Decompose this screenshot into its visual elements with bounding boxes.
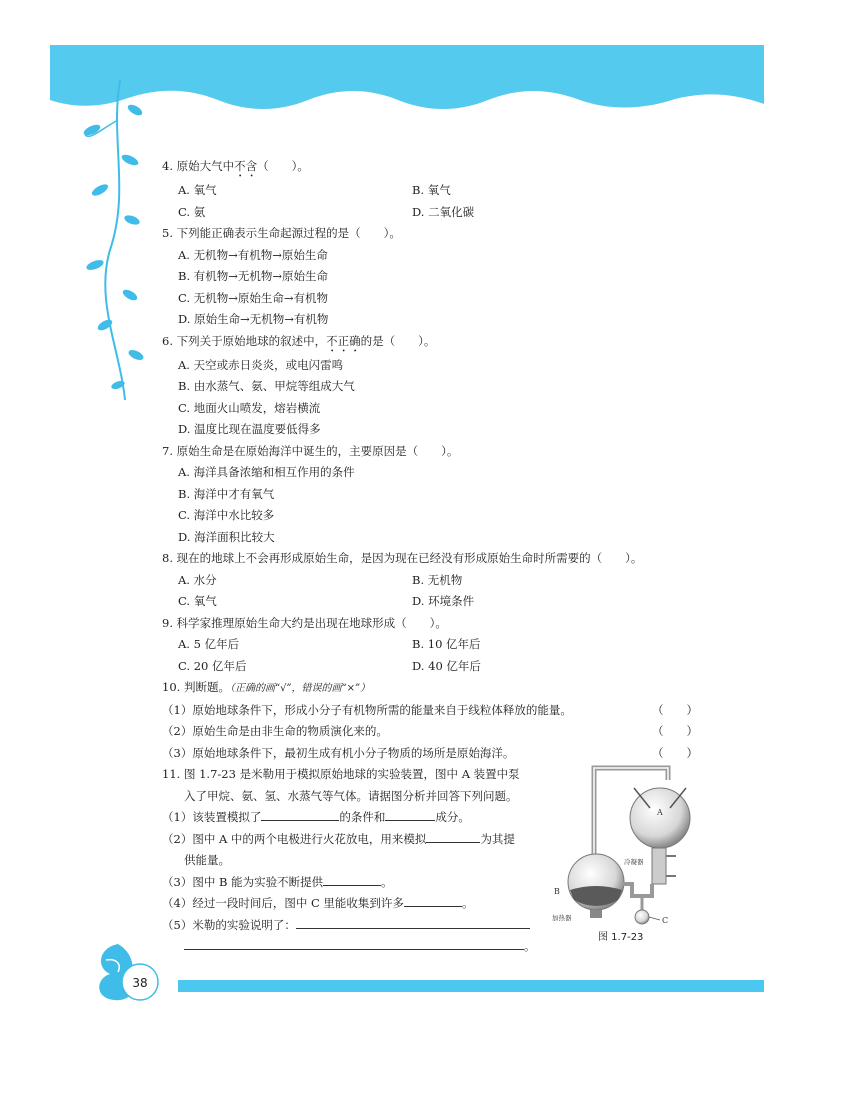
- question-8-options-row1: [162, 570, 702, 592]
- label-a: A: [657, 808, 663, 817]
- question-11-stem-line1: 11. 图 1.7-23 是米勒用于模拟原始地球的实验装置，图中 A 装置中泵: [162, 767, 520, 781]
- page-number: 38: [132, 976, 148, 990]
- judge-item-1: （1）原始地球条件下，形成小分子有机物所需的能量来自于线粒体释放的能量。 （ ）: [162, 700, 702, 722]
- question-4-options-row2: [162, 202, 702, 224]
- option-d[interactable]: D. 海洋面积比较大: [178, 529, 275, 544]
- option-a[interactable]: A. 海洋具备浓缩和相互作用的条件: [178, 465, 355, 479]
- answer-blank[interactable]: [296, 916, 530, 929]
- condenser-label: 冷凝器: [624, 858, 644, 866]
- option-d[interactable]: D. 二氧化碳: [412, 204, 475, 219]
- option-b[interactable]: B. 海洋中才有氧气: [178, 486, 275, 501]
- option-d[interactable]: D. 40 亿年后: [412, 658, 481, 673]
- question-4-options-row1: [162, 180, 702, 202]
- option-a[interactable]: A. 无机物→有机物→原始生命: [178, 247, 328, 262]
- heater-label: 加热器: [552, 914, 572, 922]
- answer-paren[interactable]: （ ）: [652, 724, 698, 738]
- figure-caption: 图 1.7-23: [598, 932, 644, 943]
- label-b: B: [554, 887, 560, 896]
- option-a[interactable]: A. 氧气: [178, 183, 217, 197]
- question-8-options-row2: [162, 591, 702, 613]
- question-6-stem: 6. 下列关于原始地球的叙述中，不正确的是（ ）。: [162, 333, 436, 348]
- question-9-options-row1: [162, 634, 702, 656]
- option-a[interactable]: A. 水分: [178, 572, 217, 587]
- question-11: [162, 764, 542, 958]
- question-11-sub5-cont: 。: [162, 936, 542, 958]
- question-7-stem: 7. 原始生命是在原始海洋中诞生的，主要原因是（ ）。: [162, 443, 459, 458]
- question-11-sub3: （3）图中 B 能为实验不断提供 。: [162, 874, 393, 889]
- question-8-stem: 8. 现在的地球上不会再形成原始生命，是因为现在已经没有形成原始生命时所需要的（ ）。: [162, 551, 643, 565]
- answer-paren[interactable]: （ ）: [652, 702, 698, 717]
- option-c[interactable]: C. 海洋中水比较多: [178, 508, 275, 522]
- question-11-sub5: （5）米勒的实验说明了：: [162, 915, 542, 937]
- answer-blank[interactable]: [385, 808, 435, 821]
- option-d[interactable]: D. 温度比现在温度要低得多: [178, 422, 321, 436]
- option-c[interactable]: C. 20 亿年后: [178, 658, 247, 673]
- vine-decoration: [70, 80, 170, 410]
- question-11-sub2: （2）图中 A 中的两个电极进行火花放电，用来模拟 为其提: [162, 831, 515, 846]
- option-a[interactable]: A. 天空或赤日炎炎，或电闪雷鸣: [178, 357, 344, 372]
- option-b[interactable]: B. 由水蒸气、氨、甲烷等组成大气: [178, 379, 355, 393]
- question-11-stem-line2: 入了甲烷、氨、氢、水蒸气等气体。请据图分析并回答下列问题。: [184, 788, 518, 803]
- option-b[interactable]: B. 氧气: [412, 183, 451, 197]
- option-c[interactable]: C. 氧气: [178, 594, 217, 608]
- judge-item-2: （2）原始生命是由非生命的物质演化来的。 （ ）: [162, 721, 702, 743]
- footer-bar: [178, 980, 764, 992]
- answer-blank[interactable]: [323, 873, 381, 886]
- miller-apparatus-figure: [552, 760, 704, 940]
- question-4-stem: 4. 原始大气中不含（ ）。: [162, 159, 309, 173]
- question-11-sub1: （1）该装置模拟了 的条件和 成分。: [162, 810, 470, 824]
- option-d[interactable]: D. 环境条件: [412, 594, 475, 608]
- question-10-stem: 10. 判断题。（正确的画“√”，错误的画“×”）: [162, 680, 371, 694]
- option-d[interactable]: D. 原始生命→无机物→有机物: [178, 312, 329, 326]
- question-5-stem: 5. 下列能正确表示生命起源过程的是（ ）。: [162, 226, 401, 240]
- answer-blank[interactable]: [261, 808, 339, 821]
- judge-item-3: （3）原始地球条件下，最初生成有机小分子物质的场所是原始海洋。 （ ）: [162, 743, 702, 765]
- option-c[interactable]: C. 氨: [178, 204, 206, 219]
- option-c[interactable]: C. 无机物→原始生命→有机物: [178, 290, 328, 305]
- question-11-sub4: （4）经过一段时间后，图中 C 里能收集到许多 。: [162, 896, 474, 910]
- option-b[interactable]: B. 10 亿年后: [412, 637, 481, 651]
- question-11-sub2-cont: 供能量。: [184, 853, 230, 867]
- answer-blank[interactable]: [184, 937, 524, 950]
- label-c: C: [662, 916, 669, 925]
- option-b[interactable]: B. 有机物→无机物→原始生命: [178, 269, 329, 283]
- option-b[interactable]: B. 无机物: [412, 572, 463, 587]
- answer-blank[interactable]: [404, 894, 462, 907]
- option-c[interactable]: C. 地面火山喷发，熔岩横流: [178, 400, 321, 415]
- question-9-options-row2: [162, 656, 702, 678]
- option-a[interactable]: A. 5 亿年后: [178, 637, 240, 651]
- answer-blank[interactable]: [426, 830, 480, 843]
- question-9-stem: 9. 科学家推理原始生命大约是出现在地球形成（ ）。: [162, 615, 447, 630]
- answer-paren[interactable]: （ ）: [652, 745, 698, 760]
